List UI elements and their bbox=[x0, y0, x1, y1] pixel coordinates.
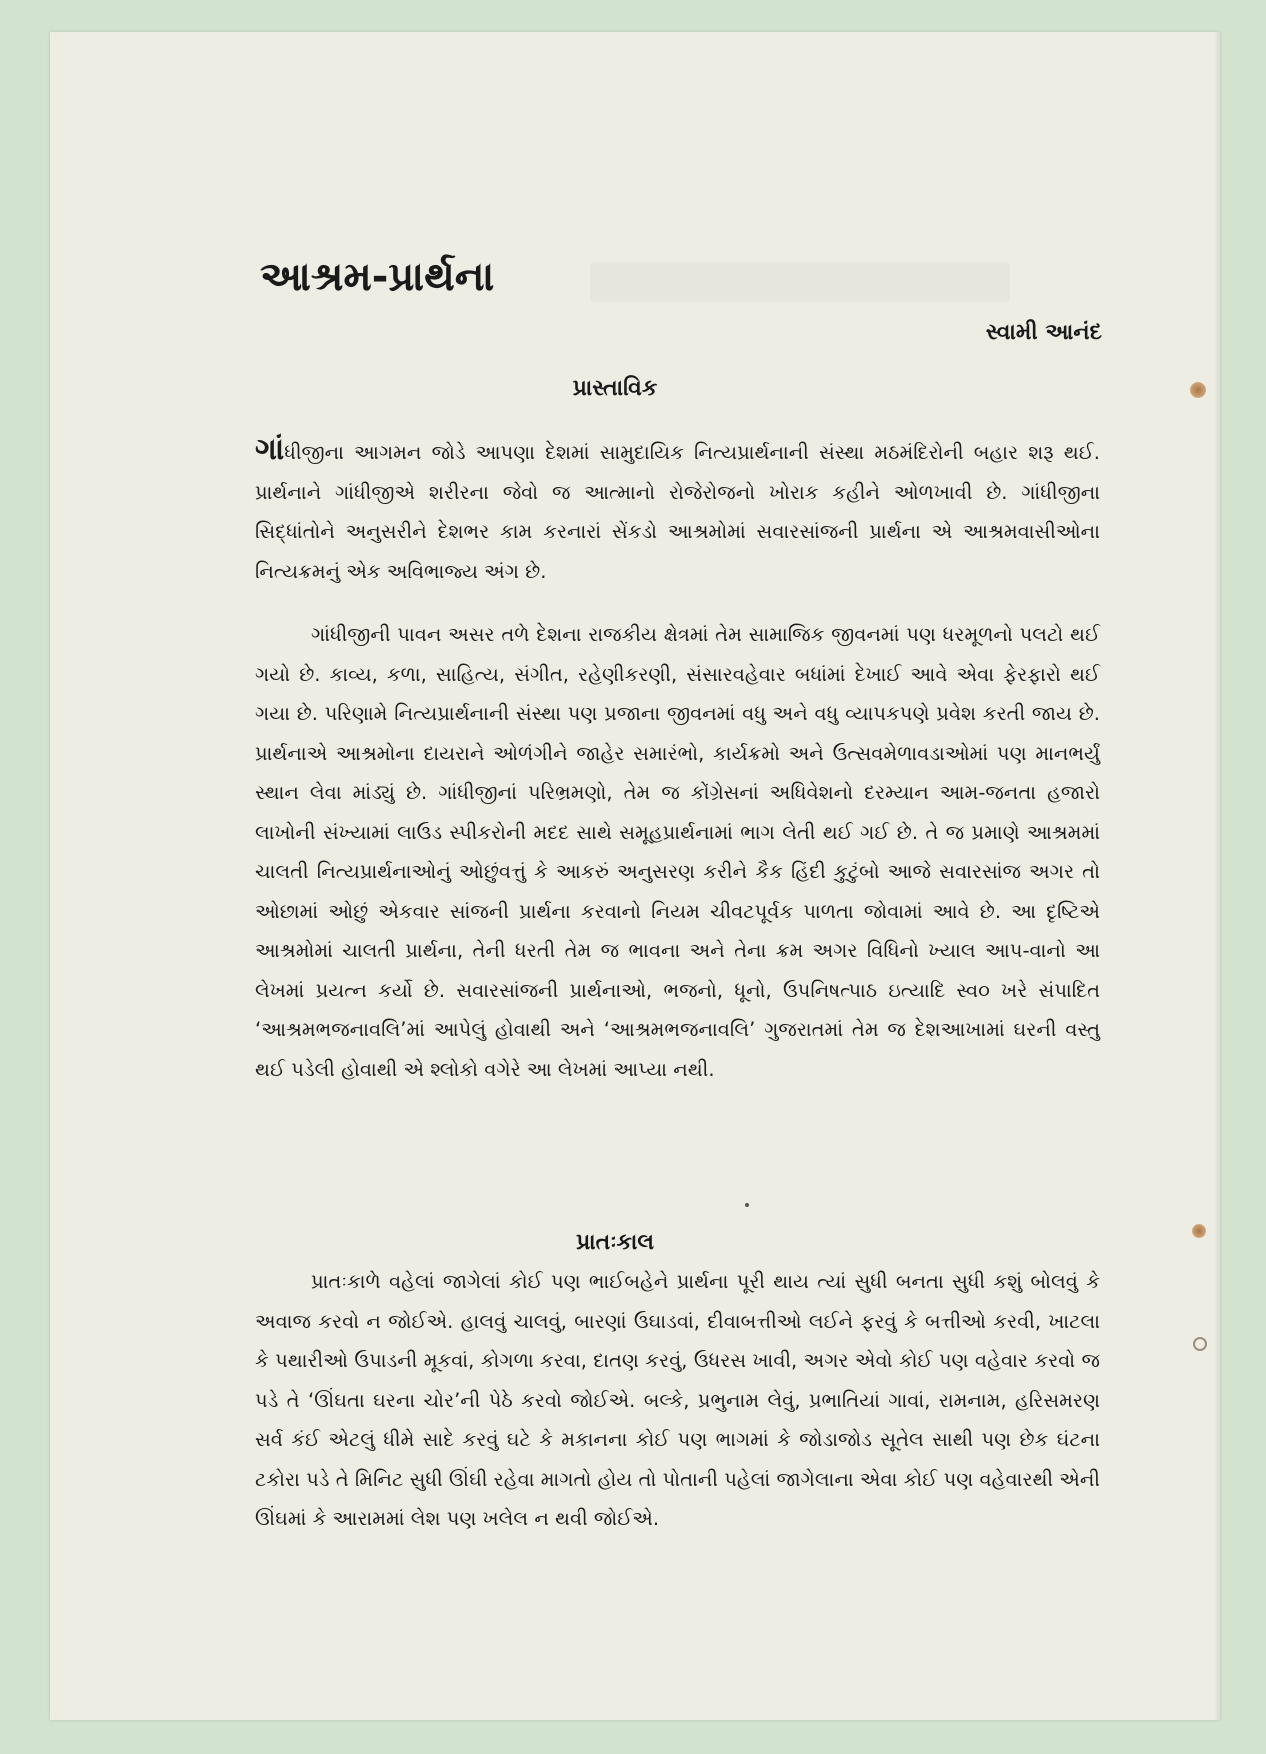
page-edge-shadow bbox=[1214, 32, 1220, 1720]
document-page bbox=[50, 32, 1220, 1720]
page-title: આશ્રમ-પ્રાર્થના bbox=[260, 254, 495, 300]
ink-speck bbox=[745, 1203, 749, 1207]
author-name: સ્વામી આનંદ bbox=[985, 320, 1102, 345]
drop-cap: ગાં bbox=[255, 432, 285, 467]
paragraph: પ્રાતઃકાળે વહેલાં જાગેલાં કોઈ પણ ભાઈબહેને પ્રાર્થના પૂરી થાય ત્યાં સુધી બનતા સુધી કશું બોલવું કે અવાજ કરવો ન જોઈએ. હાલવું ચાલવું, બારણાં ઉઘાડવાં, દીવાબત્તીઓ લઈને ફરવું કે બત્તીઓ કરવી, ખાટલા કે પથારીઓ ઉપાડની મૂકવાં, કોગળા કરવા, દાતણ કરવું, ઉધરસ ખાવી, અગર એવો કોઈ પણ વહેવાર કરવો જ પડે તે ‘ઊંઘતા ઘરના ચોર’ની પેઠે કરવો જોઈએ. બલ્કે, પ્રભુનામ લેવું, પ્રભાતિયાં ગાવાં, રામનામ, હરિસમરણ સર્વ કંઈ એટલું ધીમે સાદે કરવું ઘટે કે મકાનના કોઈ પણ ભાગમાં કે જોડાજોડ સૂતેલ સાથી પણ છેક ઘંટના ટકોરા પડે તે મિનિટ સુધી ઊંઘી રહેવા માગતો હોય તો પોતાની પહેલાં જાગેલાના એવા કોઈ પણ વહેવારથી એની ઊંઘમાં કે આરામમાં લેશ પણ ખલેલ ન થવી જોઈએ. bbox=[255, 1270, 1100, 1530]
bleed-through-shadow bbox=[590, 262, 1010, 302]
binding-hole bbox=[1193, 1337, 1207, 1351]
paragraph: ગાંધીજીની પાવન અસર તળે દેશના રાજકીય ક્ષેત્રમાં તેમ સામાજિક જીવનમાં પણ ધરમૂળનો પલટો થઈ ગયો છે. કાવ્ય, કળા, સાહિત્ય, સંગીત, રહેણીકરણી, સંસારવહેવાર બધાંમાં દેખાઈ આવે એવા ફેરફારો થઈ ગયા છે. પરિણામે નિત્યપ્રાર્થનાની સંસ્થા પણ પ્રજાના જીવનમાં વધુ અને વધુ વ્યાપકપણે પ્રવેશ કરતી જાય છે. પ્રાર્થનાએ આશ્રમોના દાયરાને ઓળંગીને જાહેર સમારંભો, કાર્યક્રમો અને ઉત્સવમેળાવડાઓમાં પણ માનભર્યું સ્થાન લેવા માંડ્યું છે. ગાંધીજીનાં પરિભ્રમણો, તેમ જ કોંગ્રેસનાં અધિવેશનો દરમ્યાન આમ-જનતા હજારો લાખોની સંખ્યામાં લાઉડ સ્પીકરોની મદદ સાથે સમૂહપ્રાર્થનામાં ભાગ લેતી થઈ ગઈ છે. તે જ પ્રમાણે આશ્રમમાં ચાલતી નિત્યપ્રાર્થનાઓનું ઓછુંવત્તું કે આકરું અનુસરણ કરીને કૈક હિંદી કુટુંબો આજે સવારસાંજ અગર તો ઓછામાં ઓછું એકવાર સાંજની પ્રાર્થના કરવાનો નિયમ ચીવટપૂર્વક પાળતા જોવામાં આવે છે. આ દૃષ્ટિએ આશ્રમોમાં ચાલતી પ્રાર્થના, તેની ધરતી તેમ જ ભાવના અને તેના ક્રમ અગર વિધિનો ખ્યાલ આપ-વાનો આ લેખમાં પ્રયત્ન કર્યો છે. સવારસાંજની પ્રાર્થનાઓ, ભજનો, ધૂનો, ઉપનિષત્પાઠ ઇત્યાદિ સ્વ૦ ખરે સંપાદિત ‘આશ્રમભજનાવલિ’માં આપેલું હોવાથી અને ‘આશ્રમભજનાવલિ’ ગુજરાતમાં તેમ જ દેશઆખામાં ઘરની વસ્તુ થઈ પડેલી હોવાથી એ શ્લોકો વગેરે આ લેખમાં આપ્યા નથી. bbox=[255, 623, 1100, 1081]
paragraph-text: ધીજીના આગમન જોડે આપણા દેશમાં સામુદાયિક નિત્યપ્રાર્થનાની સંસ્થા મઠમંદિરોની બહાર શરૂ થઈ. પ્રાર્થનાને ગાંધીજીએ શરીરના જેવો જ આત્માનો રોજેરોજનો ખોરાક કહીને ઓળખાવી છે. ગાંધીજીના સિદ્ધાંતોને અનુસરીને દેશભર કામ કરનારાં સેંકડો આશ્રમોમાં સવારસાંજની પ્રાર્થના એ આશ્રમવાસીઓના નિત્યક્રમનું એક અવિભાજ્ય અંગ છે. bbox=[255, 441, 1100, 583]
section-heading-introduction: પ્રાસ્તાવિક bbox=[572, 376, 658, 401]
section-heading-morning: પ્રાતઃકાલ bbox=[575, 1230, 655, 1255]
paragraph bbox=[255, 430, 1100, 591]
